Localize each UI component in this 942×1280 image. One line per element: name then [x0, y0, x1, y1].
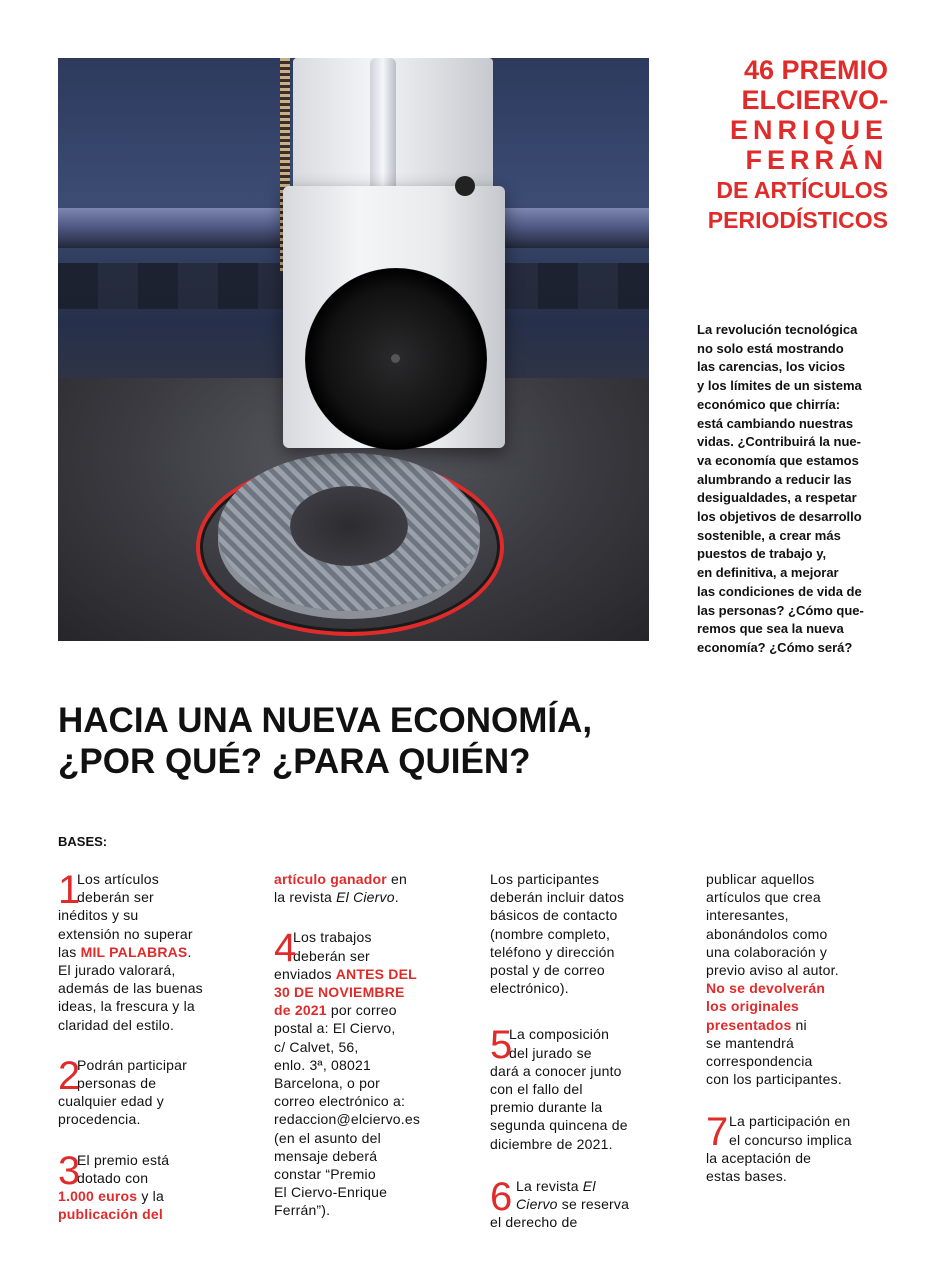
highlight-text: los originales	[706, 998, 800, 1015]
rule-text: diciembre de 2021.	[490, 1135, 613, 1152]
intro-line: las personas? ¿Cómo que-	[697, 602, 864, 618]
print-head-screw	[455, 176, 475, 196]
rule-text: Ferrán”).	[274, 1202, 331, 1219]
rule-text: constar “Premio	[274, 1166, 376, 1183]
rule-text: dará a conocer junto	[490, 1062, 622, 1079]
rule-text: electrónico).	[490, 980, 569, 997]
highlight-text: de 2021	[274, 1002, 327, 1019]
rule-text: en	[386, 871, 407, 887]
prize-title-line: DE ARTÍCULOS	[716, 177, 888, 203]
rule-text: deberán incluir datos	[490, 889, 625, 906]
prize-title-line: ENRIQUE	[729, 115, 888, 145]
intro-line: sostenible, a crear más	[697, 527, 841, 543]
rule-text: con el fallo del	[490, 1081, 583, 1098]
intro-line: está cambiando nuestras	[697, 415, 854, 431]
intro-line: alumbrando a reducir las	[697, 471, 852, 487]
rule-number: 3	[58, 1148, 81, 1193]
intro-line: y los límites de un sistema	[697, 378, 862, 394]
rule-4	[274, 928, 474, 1219]
rule-text: El premio está	[77, 1151, 170, 1168]
printer-photo	[58, 58, 649, 641]
rule-text	[58, 943, 258, 961]
magazine-name: El Ciervo	[336, 889, 395, 906]
rule-text: artículos que crea	[706, 889, 821, 906]
rule-text: abonándolos como	[706, 925, 828, 942]
rule-text: .	[187, 943, 192, 960]
email-text: redaccion@elciervo.es	[274, 1111, 421, 1128]
prize-title-line: ELCIERVO-	[741, 85, 888, 115]
rule-number: 6	[490, 1174, 513, 1219]
rule-text	[274, 1001, 474, 1019]
rules-column-2	[274, 870, 474, 1220]
rule-text: postal a: El Ciervo,	[274, 1020, 396, 1037]
rule-text: Podrán participar	[77, 1056, 188, 1073]
rule-text: El Ciervo-Enrique	[274, 1184, 388, 1201]
prize-title-line: PERIODÍSTICOS	[707, 207, 888, 233]
bases-label: BASES:	[58, 834, 108, 849]
rule-text: previo aviso al autor.	[706, 962, 839, 979]
highlight-text: MIL PALABRAS	[80, 943, 188, 960]
rule-text: el concurso implica	[729, 1131, 852, 1148]
intro-line: económico que chirría:	[697, 396, 841, 412]
intro-line: las carencias, los vicios	[697, 359, 846, 375]
rule-number: 1	[58, 868, 81, 912]
rule-text: El jurado valorará,	[58, 962, 176, 979]
rule-text: correo electrónico a:	[274, 1093, 406, 1110]
highlight-text: presentados	[706, 1016, 792, 1033]
intro-paragraph	[697, 321, 889, 658]
highlight-text: 1.000 euros	[58, 1188, 138, 1205]
rules-column-3	[490, 870, 690, 1231]
prize-title	[690, 55, 888, 235]
rule-text: del jurado se	[509, 1044, 592, 1061]
rule-text: por correo	[326, 1002, 397, 1019]
magazine-name: Ciervo	[516, 1196, 558, 1213]
rule-text: cualquier edad y	[58, 1093, 164, 1110]
intro-line: en definitiva, a mejorar	[697, 565, 839, 581]
rule-text	[274, 888, 474, 906]
rule-number: 5	[490, 1023, 513, 1068]
headline	[58, 700, 698, 782]
rule-text: claridad del estilo.	[58, 1016, 175, 1033]
rule-text: se reserva	[557, 1196, 630, 1213]
rule-text: extensión no superar	[58, 925, 193, 942]
rule-number: 2	[58, 1053, 81, 1098]
rule-text: segunda quincena de	[490, 1117, 628, 1134]
highlight-text: artículo ganador	[274, 871, 387, 887]
rule-text: teléfono y dirección	[490, 943, 615, 960]
intro-line: vidas. ¿Contribuirá la nue-	[697, 434, 861, 450]
filament-tube	[370, 58, 396, 198]
rule-text: publicar aquellos	[706, 871, 815, 887]
rule-text: además de las buenas	[58, 980, 203, 997]
rule-text: la aceptación de	[706, 1149, 812, 1166]
rule-text: básicos de contacto	[490, 907, 618, 924]
rule-1	[58, 870, 258, 1034]
intro-line: La revolución tecnológica	[697, 322, 858, 337]
rule-text	[706, 1016, 906, 1034]
rule-number: 7	[706, 1110, 729, 1155]
rules-column-4	[706, 870, 906, 1185]
highlight-text: No se devolverán	[706, 980, 826, 997]
rule-text: estas bases.	[706, 1168, 787, 1185]
highlight-text: publicación del	[58, 1206, 163, 1223]
rule-text: con los participantes.	[706, 1071, 842, 1088]
rule-text	[274, 870, 474, 888]
intro-line: economía? ¿Cómo será?	[697, 639, 853, 655]
rules-column-1	[58, 870, 258, 1223]
rule-text: premio durante la	[490, 1099, 603, 1116]
rule-text: (en el asunto del	[274, 1129, 381, 1146]
intro-line: desigualdades, a respetar	[697, 490, 857, 506]
rule-text: c/ Calvet, 56,	[274, 1038, 359, 1055]
rule-text: La revista	[516, 1177, 583, 1194]
rule-text: dotado con	[77, 1169, 149, 1186]
rule-text: Los trabajos	[293, 929, 372, 946]
rule-text: enlo. 3ª, 08021	[274, 1056, 371, 1073]
rule-text: ni	[791, 1016, 807, 1033]
rule-text: deberán ser	[77, 889, 154, 906]
rule-text: personas de	[77, 1075, 157, 1092]
rule-text: y la	[137, 1188, 164, 1205]
rule-text: el derecho de	[490, 1214, 578, 1231]
rule-text	[58, 1187, 258, 1205]
fan-hub	[391, 354, 400, 363]
rule-text: la revista	[274, 889, 337, 906]
highlight-text: 30 DE NOVIEMBRE	[274, 984, 405, 1001]
intro-line: puestos de trabajo y,	[697, 546, 827, 562]
intro-line: los objetivos de desarrollo	[697, 509, 862, 525]
rule-text: enviados	[274, 965, 336, 982]
intro-line: va economía que estamos	[697, 452, 859, 468]
rule-text: La participación en	[729, 1113, 851, 1130]
highlight-text: ANTES DEL	[335, 965, 417, 982]
rule-text: deberán ser	[293, 947, 370, 964]
intro-line: no solo está mostrando	[697, 340, 844, 356]
prize-title-line: 46 PREMIO	[743, 55, 888, 85]
rule-text	[490, 1195, 690, 1213]
rule-text: Los participantes	[490, 871, 600, 887]
rule-text: Los artículos	[77, 871, 159, 887]
rule-3	[58, 1148, 258, 1224]
rule-text: .	[394, 889, 399, 906]
rule-text: ideas, la frescura y la	[58, 998, 195, 1015]
rule-5	[490, 1025, 690, 1152]
intro-line: remos que sea la nueva	[697, 621, 844, 637]
printed-ring-hole	[290, 486, 408, 566]
rule-text: La composición	[509, 1026, 610, 1043]
headline-line-2: ¿POR QUÉ? ¿PARA QUIÉN?	[58, 742, 531, 781]
rule-7	[706, 1112, 906, 1185]
rule-text: las	[58, 943, 81, 960]
rule-6	[490, 1174, 690, 1232]
intro-line: las condiciones de vida de	[697, 583, 862, 599]
rule-text: procedencia.	[58, 1111, 141, 1128]
rule-text: correspondencia	[706, 1053, 813, 1070]
headline-line-1: HACIA UNA NUEVA ECONOMÍA,	[58, 701, 593, 740]
rule-2	[58, 1053, 258, 1129]
rule-text: Barcelona, o por	[274, 1075, 380, 1092]
rule-text: interesantes,	[706, 907, 789, 924]
rule-text	[490, 1177, 690, 1195]
rule-text	[274, 965, 474, 983]
rule-text: inéditos y su	[58, 907, 139, 924]
prize-title-line: FERRÁN	[745, 145, 888, 175]
rule-text: mensaje deberá	[274, 1147, 378, 1164]
rule-text: (nombre completo,	[490, 925, 611, 942]
rule-text: postal y de correo	[490, 962, 605, 979]
magazine-name: El	[582, 1177, 596, 1194]
rule-number: 4	[274, 926, 297, 971]
rule-text: se mantendrá	[706, 1034, 795, 1051]
rule-text: una colaboración y	[706, 943, 828, 960]
